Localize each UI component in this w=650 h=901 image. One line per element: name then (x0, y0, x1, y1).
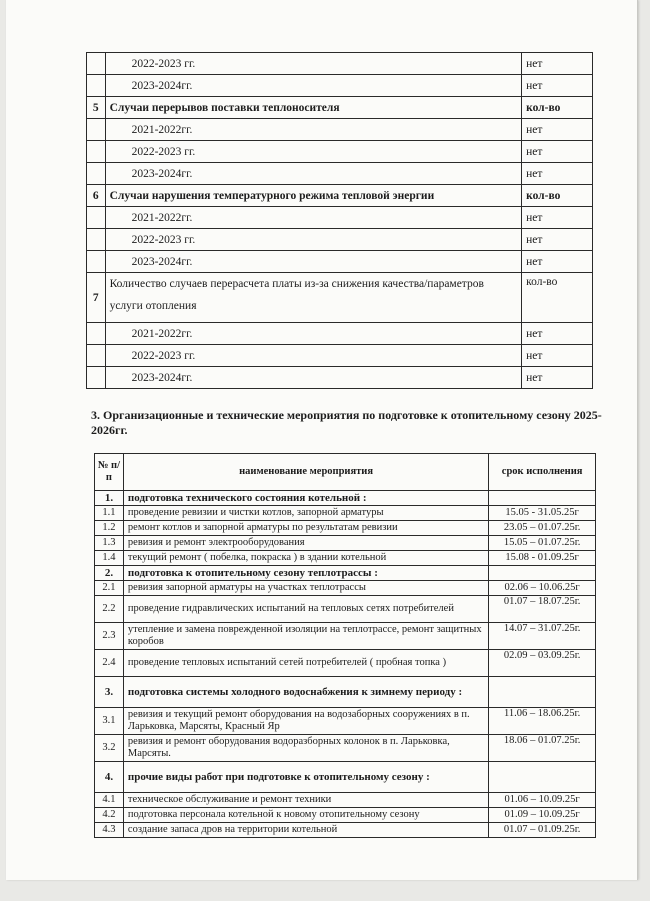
item-term (489, 762, 596, 793)
table-row (87, 75, 593, 97)
item-number: 4.1 (95, 793, 124, 808)
item-number: 4. (95, 762, 124, 793)
item-name: ремонт котлов и запорной арматуры по результатам ревизии (123, 521, 488, 536)
table-header-row (95, 454, 596, 491)
row-value: нет (522, 119, 593, 141)
row-value: нет (522, 323, 593, 345)
row-number (87, 367, 106, 389)
table-row (95, 506, 596, 521)
row-number: 5 (87, 97, 106, 119)
row-label: 2021-2022гг. (105, 119, 522, 141)
table-group-row (95, 491, 596, 506)
row-label: 2021-2022гг. (105, 323, 522, 345)
row-value: кол-во (522, 97, 593, 119)
row-value: нет (522, 229, 593, 251)
row-number (87, 163, 106, 185)
table-row (87, 163, 593, 185)
row-number (87, 75, 106, 97)
item-number: 2.2 (95, 596, 124, 623)
item-name: техническое обслуживание и ремонт техники (123, 793, 488, 808)
item-name: утепление и замена поврежденной изоляции на теплотрассе, ремонт защитных коробов (123, 623, 488, 650)
item-term: 02.09 – 03.09.25г. (489, 650, 596, 677)
row-number: 7 (87, 273, 106, 323)
item-term: 01.06 – 10.09.25г (489, 793, 596, 808)
table-row (95, 596, 596, 623)
item-number: 1.3 (95, 536, 124, 551)
table-row (87, 207, 593, 229)
row-value: нет (522, 207, 593, 229)
row-number (87, 141, 106, 163)
item-name: текущий ремонт ( побелка, покраска ) в здании котельной (123, 551, 488, 566)
table-row (95, 793, 596, 808)
table-row (95, 823, 596, 838)
measures-table (94, 453, 596, 838)
row-value: нет (522, 345, 593, 367)
row-number (87, 229, 106, 251)
row-value: нет (522, 53, 593, 75)
item-term: 23.05 – 01.07.25г. (489, 521, 596, 536)
item-number: 3.1 (95, 708, 124, 735)
item-term: 01.07 – 01.09.25г. (489, 823, 596, 838)
item-number: 1.4 (95, 551, 124, 566)
item-name: подготовка к отопительному сезону теплотрассы : (123, 566, 488, 581)
item-term: 01.09 – 10.09.25г (489, 808, 596, 823)
item-number: 3. (95, 677, 124, 708)
item-name: подготовка системы холодного водоснабжения к зимнему периоду : (123, 677, 488, 708)
table-row (87, 141, 593, 163)
item-number: 3.2 (95, 735, 124, 762)
table-row (87, 323, 593, 345)
row-number (87, 323, 106, 345)
row-label: 2022-2023 гг. (105, 141, 522, 163)
row-value: нет (522, 75, 593, 97)
item-number: 2.1 (95, 581, 124, 596)
page-edge (637, 0, 638, 880)
table-row (95, 708, 596, 735)
row-value: нет (522, 163, 593, 185)
table-row (95, 521, 596, 536)
item-name: проведение гидравлических испытаний на тепловых сетях потребителей (123, 596, 488, 623)
header-num: № п/п (95, 454, 124, 491)
row-label: Случаи перерывов поставки теплоносителя (105, 97, 522, 119)
row-value: нет (522, 141, 593, 163)
table-row (95, 735, 596, 762)
item-term: 15.05 – 01.07.25г. (489, 536, 596, 551)
item-name: прочие виды работ при подготовке к отопительному сезону : (123, 762, 488, 793)
table-section-row (87, 273, 593, 323)
row-number (87, 207, 106, 229)
indicators-table (86, 52, 593, 389)
table-row (87, 119, 593, 141)
row-number: 6 (87, 185, 106, 207)
item-number: 2. (95, 566, 124, 581)
row-number (87, 345, 106, 367)
item-term: 15.08 - 01.09.25г (489, 551, 596, 566)
item-term: 11.06 – 18.06.25г. (489, 708, 596, 735)
item-term: 15.05 - 31.05.25г (489, 506, 596, 521)
table-group-row (95, 762, 596, 793)
item-number: 1. (95, 491, 124, 506)
item-term: 01.07 – 18.07.25г. (489, 596, 596, 623)
table-row (95, 623, 596, 650)
item-term (489, 677, 596, 708)
row-number (87, 53, 106, 75)
row-label: 2023-2024гг. (105, 251, 522, 273)
header-name: наименование мероприятия (123, 454, 488, 491)
table-row (95, 581, 596, 596)
table-row (95, 808, 596, 823)
item-number: 2.4 (95, 650, 124, 677)
item-number: 1.2 (95, 521, 124, 536)
row-label: 2023-2024гг. (105, 75, 522, 97)
row-label: Случаи нарушения температурного режима тепловой энергии (105, 185, 522, 207)
table-row (87, 345, 593, 367)
item-term: 18.06 – 01.07.25г. (489, 735, 596, 762)
item-name: проведение ревизии и чистки котлов, запорной арматуры (123, 506, 488, 521)
row-number (87, 119, 106, 141)
row-label: 2022-2023 гг. (105, 53, 522, 75)
row-label: 2023-2024гг. (105, 367, 522, 389)
header-term: срок исполнения (489, 454, 596, 491)
row-label: 2022-2023 гг. (105, 345, 522, 367)
item-term: 14.07 – 31.07.25г. (489, 623, 596, 650)
item-name: ревизия и текущий ремонт оборудования на водозаборных сооружениях в п. Ларьковка, Марсяты, Красный Яр (123, 708, 488, 735)
table-row (95, 536, 596, 551)
row-label: Количество случаев перерасчета платы из-за снижения качества/параметров услуги отопления (105, 273, 522, 323)
item-number: 1.1 (95, 506, 124, 521)
row-label: 2023-2024гг. (105, 163, 522, 185)
row-label: 2022-2023 гг. (105, 229, 522, 251)
table-row (87, 251, 593, 273)
item-name: подготовка технического состояния котельной : (123, 491, 488, 506)
item-name: создание запаса дров на территории котельной (123, 823, 488, 838)
table-row (87, 229, 593, 251)
item-name: ревизия и ремонт электрооборудования (123, 536, 488, 551)
item-name: ревизия запорной арматуры на участках теплотрассы (123, 581, 488, 596)
row-number (87, 251, 106, 273)
table-section-row (87, 185, 593, 207)
item-term (489, 491, 596, 506)
table-row (87, 367, 593, 389)
item-number: 4.3 (95, 823, 124, 838)
row-value: нет (522, 367, 593, 389)
row-value: кол-во (522, 273, 593, 323)
table-row (87, 53, 593, 75)
table-section-row (87, 97, 593, 119)
row-value: нет (522, 251, 593, 273)
section-3-title: 3. Организационные и технические мероприятия по подготовке к отопительному сезону 2025-2026гг. (91, 408, 602, 437)
item-name: подготовка персонала котельной к новому отопительному сезону (123, 808, 488, 823)
table-row (95, 551, 596, 566)
item-number: 2.3 (95, 623, 124, 650)
table-row (95, 650, 596, 677)
item-term: 02.06 – 10.06.25г (489, 581, 596, 596)
table-group-row (95, 566, 596, 581)
item-number: 4.2 (95, 808, 124, 823)
item-term (489, 566, 596, 581)
table-group-row (95, 677, 596, 708)
row-label: 2021-2022гг. (105, 207, 522, 229)
item-name: проведение тепловых испытаний сетей потребителей ( пробная топка ) (123, 650, 488, 677)
item-name: ревизия и ремонт оборудования водоразборных колонок в п. Ларьковка, Марсяты. (123, 735, 488, 762)
row-value: кол-во (522, 185, 593, 207)
